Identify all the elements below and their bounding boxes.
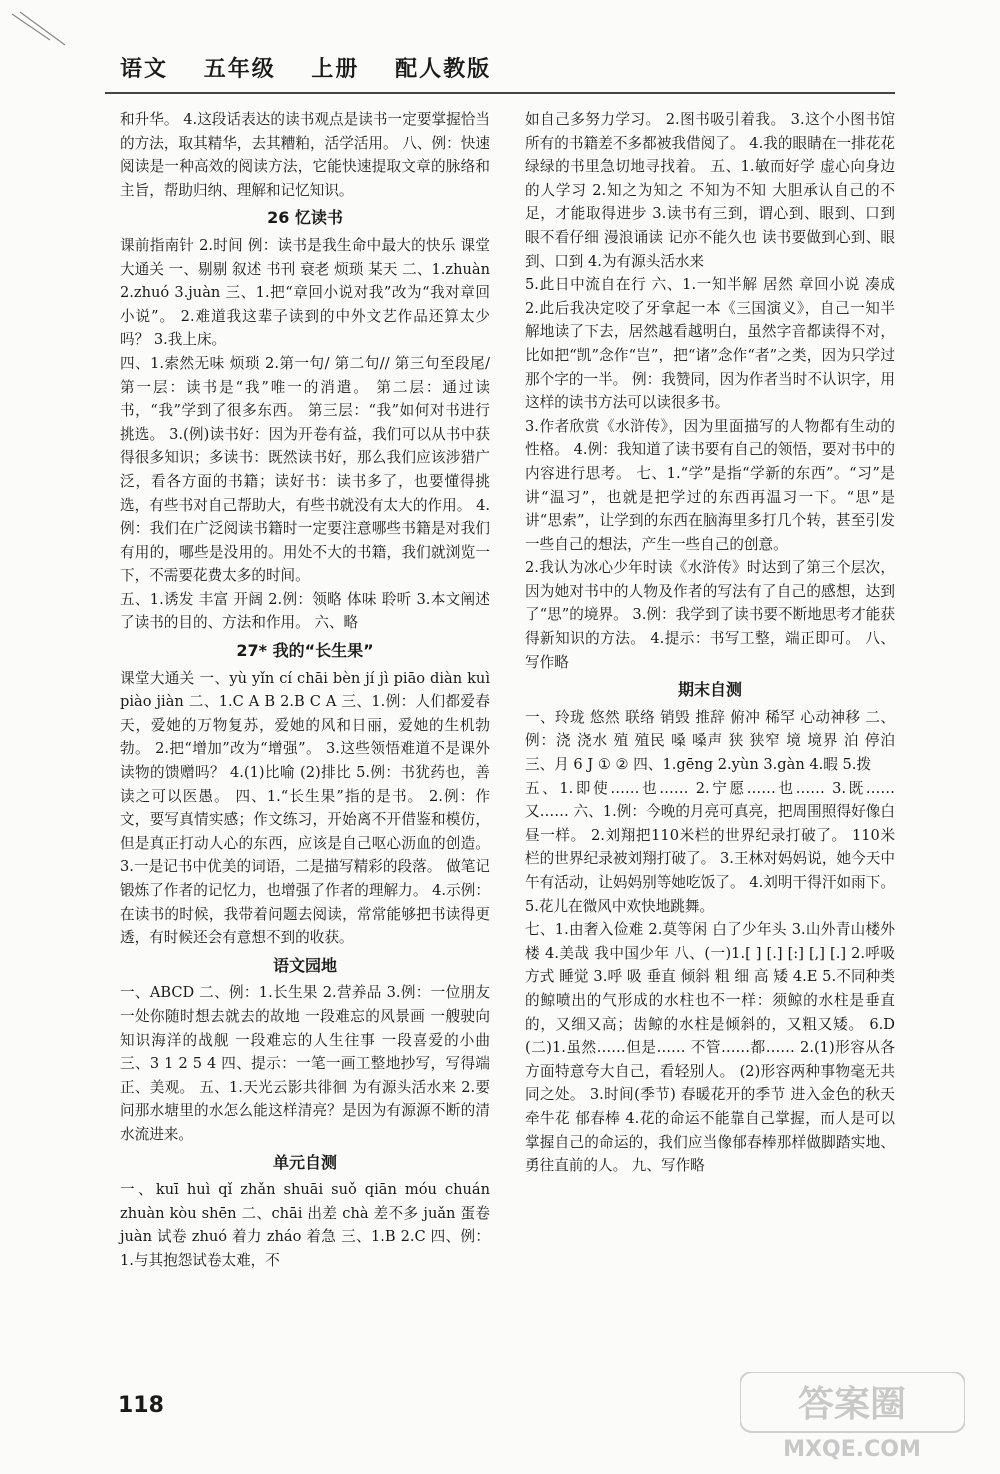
- answer-paragraph: 五、1.诱发 丰富 开阔 2.例：领略 体味 聆听 3.本文阐述了读书的目的、方法和作用。 六、略: [120, 590, 490, 632]
- answer-paragraph: 四、1.索然无味 烦琐 2.第一句/ 第二句// 第三句至段尾/ 第一层：读书是“我”唯一的消遣。 第二层：通过读书，“我”学到了很多东西。 第三层：“我”如何对书进行挑选。 3.(例)读书好：因为开卷有益，我们可以从书中获得很多知识；多读书：既然读书好，那么我们应该涉猎广泛，看各方面的书籍；读好书：读书多了，也要懂得挑选，有些书对自己帮助大，有些书就没有太大的作用。 4.例：我们在广泛阅读书籍时一定要注意哪些书籍是对我们有用的，哪些是没用的。用处不大的书籍，我们就浏览一下，不需要花费太多的时间。: [120, 354, 490, 585]
- corner-scratch-mark: [10, 10, 80, 60]
- right-column: [525, 108, 895, 1178]
- answer-paragraph: 如自己多努力学习。 2.图书吸引着我。 3.这个小图书馆所有的书籍差不多都被我借阅了。 4.我的眼睛在一排花花绿绿的书里急切地寻找着。 五、1.敏而好学 虚心向身边的人学习 2.知之为知之 不知为不知 大胆承认自己的不足，才能取得进步 3.读书有三到，谓心到、眼到、口到 眼不看仔细 漫浪诵读 记亦不能久也 读书要做到心到、眼到、口到 4.为有源头活水来: [525, 111, 895, 270]
- section-heading: 27* 我的“长生果”: [236, 641, 374, 661]
- answer-paragraph: 一、玲珑 悠然 联络 销毁 推辞 俯冲 稀罕 心动神移 二、例：浇 浇水 殖 殖民 嗓 嗓声 狭 狭窄 境 境界 泊 停泊 三、月 6 J ① ② 四、1.gēng 2.yùn 3.gàn 4.暇 5.拨: [525, 708, 895, 774]
- page-header: [120, 52, 517, 83]
- watermark-logo: [740, 1372, 965, 1462]
- section-heading: 期末自测: [677, 680, 742, 700]
- answer-paragraph: 和升华。 4.这段话表达的读书观点是读书一定要掌握恰当的方法，取其精华，去其糟粕，活学活用。 八、例：快速阅读是一种高效的阅读方法，它能快速提取文章的脉络和主旨，帮助归纳、理解和记忆知识。: [120, 111, 490, 199]
- left-column: [120, 108, 490, 1273]
- answer-paragraph: 2.我认为冰心少年时读《水浒传》时达到了第三个层次，因为她对书中的人物及作者的写法有了自己的感想，达到了“思”的境界。 3.例：我学到了读书要不断地思考才能获得新知识的方法。 4.提示：书写工整，端正即可。 八、写作略: [525, 559, 895, 671]
- answer-paragraph: 课前指南针 2.时间 例：读书是我生命中最大的快乐 课堂大通关 一、剔剔 叙述 书刊 衰老 烦琐 某天 二、1.zhuàn 2.zhuó 3.juàn 三、1.把“章回小说对我”改为“我对章回小说”。 2.难道我这辈子读到的中外文艺作品还算太少吗？ 3.我上床。: [120, 236, 490, 349]
- section-heading: 单元自测: [272, 1152, 337, 1172]
- answer-paragraph: 一、kuī huì qǐ zhǎn shuāi suǒ qiān móu chuán zhuàn kòu shēn 二、chāi 出差 chà 差不多 juǎn 蛋卷 juàn 试卷 zhuó 着力 zháo 着急 三、1.B 2.C 四、例：1.与其抱怨试卷太难，不: [120, 1181, 490, 1269]
- section-heading: 语文园地: [272, 955, 337, 975]
- header-grade: 五年级: [203, 57, 276, 82]
- answer-paragraph: 5.此日中流自在行 六、1.一知半解 居然 章回小说 凑成 2.此后我决定咬了牙拿起一本《三国演义》，自己一知半解地读了下去，居然越看越明白，虽然字音都读得不对，比如把“凯”念作“岂”，把“诸”念作“者”之类，因为只学过那个字的一半。 例：我赞同，因为作者当时不认识字，用这样的读书方法可以读很多书。: [525, 276, 895, 412]
- answer-paragraph: 一、ABCD 二、例：1.长生果 2.营养品 3.例：一位朋友 一处你随时想去就去的故地 一段难忘的风景画 一艘驶向知识海洋的战舰 一段难忘的人生往事 一段喜爱的小曲 三、3 1 2 5 4 四、提示：一笔一画工整地抄写，写得端正、美观。 五、1.天光云影共徘徊 为有源头活水来 2.要问那水塘里的水怎么能这样清亮？是因为有源源不断的清水流进来。: [120, 984, 490, 1143]
- answer-paragraph: 五、1.即使……也…… 2.宁愿……也…… 3.既……又…… 六、1.例：今晚的月亮可真亮，把周围照得好像白昼一样。 2.刘翔把110米栏的世界纪录打破了。 110米栏的世界纪录被刘翔打破了。 3.王林对妈妈说，她今天中午有活动，让妈妈别等她吃饭了。 4.刘明干得汗如雨下。 5.花儿在微风中欢快地跳舞。: [525, 779, 895, 915]
- section-heading: 26 忆读书: [267, 208, 343, 228]
- answer-paragraph: 七、1.由奢入俭难 2.莫等闲 白了少年头 3.山外青山楼外楼 4.美哉 我中国少年 八、(一)1.[ ] [.] [:] [,] [.] 2.呼吸方式 睡觉 3.呼 吸 垂直 倾斜 粗 细 高 矮 4.E 5.不同种类的鲸喷出的气形成的水柱也不一样：须鲸的水柱是垂直的，又细又高；齿鲸的水柱是倾斜的，又粗又矮。 6.D (二)1.虽然……但是…… 不管……都…… 2.(1)形容从各方面特意夸大自己，看轻别人。 (2)形容两种事物毫无共同之处。 3.时间(季节) 春暖花开的季节 进入金色的秋天 牵牛花 郁春棒 4.花的命运不能靠自己掌握，而人是可以掌握自己的命运的，我们应当像郁春棒那样做脚踏实地、勇往直前的人。 九、写作略: [525, 921, 895, 1175]
- answer-paragraph: 3.作者欣赏《水浒传》，因为里面描写的人物都有生动的性格。 4.例：我知道了读书要有自己的领悟，要对书中的内容进行思考。 七、1.“学”是指“学新的东西”。“习”是讲“温习”，也就是把学过的东西再温习一下。“思”是讲“思索”，让学到的东西在脑海里多打几个转，甚至引发一些自己的想法，产生一些自己的创意。: [525, 417, 895, 553]
- answer-paragraph: 课堂大通关 一、yù yǐn cí chāi bèn jí jì piāo diàn kuì piào jiàn 二、1.C A B 2.B C A 三、1.例：人们都爱春天，爱她的万物复苏，爱她的风和日丽，爱她的生机勃勃。 2.把“增加”改为“增强”。 3.这些领悟难道不是课外读物的馈赠吗？ 4.(1)比喻 (2)排比 5.例：书犹药也，善读之可以医愚。 四、1.“长生果”指的是书。 2.例：作文，要写真情实感；作文练习，开始离不开借鉴和模仿，但是真正打动人心的东西，应该是自己呕心沥血的创造。 3.一是记书中优美的词语，二是描写精彩的段落。 做笔记锻炼了作者的记忆力，也增强了作者的理解力。 4.示例：在读书的时候，我带着问题去阅读，常常能够把书读得更透，有时候还会有意想不到的收获。: [120, 669, 490, 947]
- header-divider: [105, 92, 895, 94]
- watermark-logo-text: 答案圈: [797, 1384, 907, 1425]
- header-edition: 配人教版: [395, 57, 492, 82]
- header-subject: 语文: [120, 57, 169, 82]
- header-volume: 上册: [311, 57, 360, 82]
- watermark-url: MXQE.COM: [783, 1437, 921, 1462]
- page-number: 118: [118, 1393, 164, 1418]
